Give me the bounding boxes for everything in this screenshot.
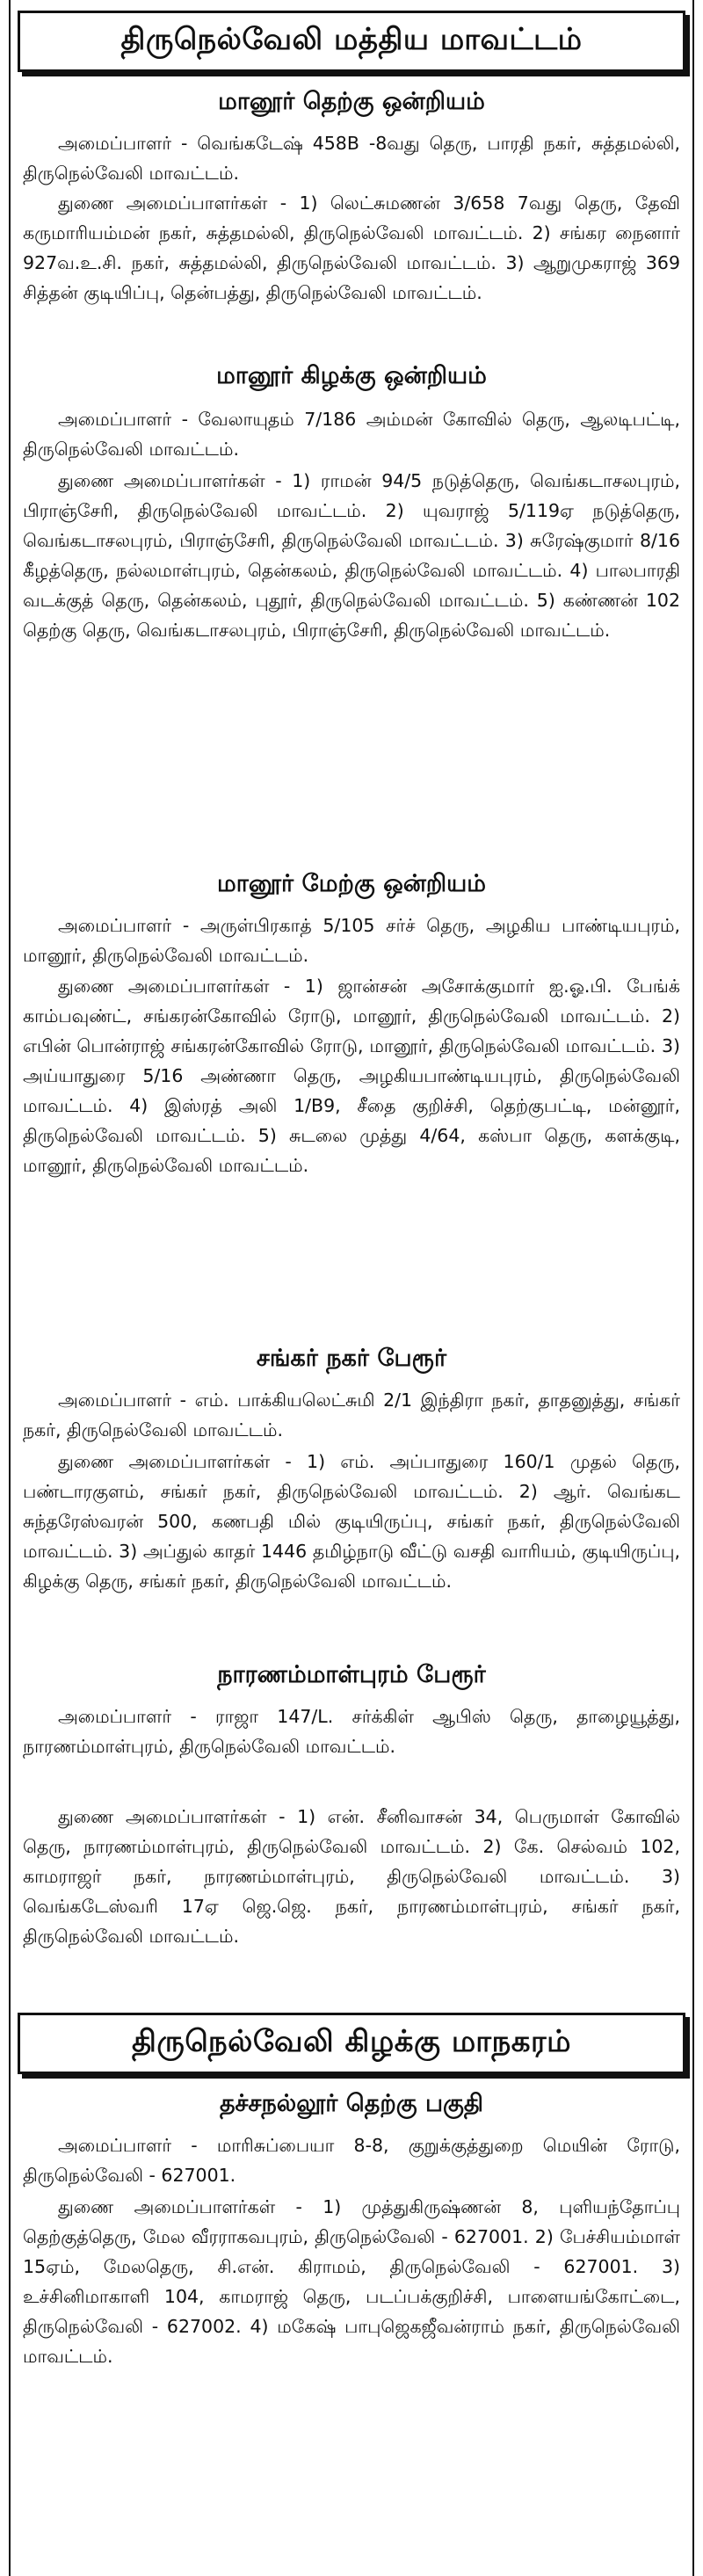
section-title-naranammalpuram: நாரணம்மாள்புரம் பேரூர்: [217, 1661, 486, 1688]
organizer-paragraph: அமைப்பாளர் - அருள்பிரகாத் 5/105 சர்ச் தெரு, அழகிய பாண்டியபுரம், மானூர், திருநெல்வேலி மாவட்டம்.: [23, 915, 680, 966]
deputies-paragraph: துணை அமைப்பாளர்கள் - 1) ஜான்சன் அசோக்குமார் ஐ.ஓ.பி. பேங்க் காம்பவுண்ட், சங்கரன்கோவில் ரோடு, மானூர், திருநெல்வேலி மாவட்டம். 2) எபின் பொன்ராஜ் சங்கரன்கோவில் ரோடு, மானூர், திருநெல்வேலி மாவட்டம். 3) அய்யாதுரை 5/16 அண்ணா தெரு, அழகியபாண்டியபுரம், திருநெல்வேலி மாவட்டம். 4) இஸ்ரத் அலி 1/B9, சீதை குறிச்சி, தெற்குபட்டி, மன்னூர், திருநெல்வேலி மாவட்டம். 5) சுடலை முத்து 4/64, கஸ்பா தெரு, களக்குடி, மானூர், திருநெல்வேலி மாவட்டம்.: [23, 976, 680, 1176]
deputies-paragraph: துணை அமைப்பாளர்கள் - 1) ராமன் 94/5 நடுத்தெரு, வெங்கடாசலபுரம், பிராஞ்சேரி, திருநெல்வேலி மாவட்டம். 2) யுவராஜ் 5/119ஏ நடுத்தெரு, வெங்கடாசலபுரம், பிராஞ்சேரி, திருநெல்வேலி மாவட்டம். 3) சுரேஷ்குமார் 8/16 கீழத்தெரு, நல்லமாள்புரம், தென்கலம், திருநெல்வேலி மாவட்டம். 4) பாலபாரதி வடக்குத் தெரு, தென்கலம், புதூர், திருநெல்வேலி மாவட்டம். 5) கண்ணன் 102 தெற்கு தெரு, வெங்கடாசலபுரம், பிராஞ்சேரி, திருநெல்வேலி மாவட்டம்.: [23, 470, 680, 641]
section-title-manur-south: மானூர் தெற்கு ஒன்றியம்: [218, 88, 485, 115]
organizer-paragraph: அமைப்பாளர் - வேலாயுதம் 7/186 அம்மன் கோவில் தெரு, ஆலடிபட்டி, திருநெல்வேலி மாவட்டம்.: [23, 409, 680, 460]
deputies-paragraph: துணை அமைப்பாளர்கள் - 1) எம். அப்பாதுரை 160/1 முதல் தெரு, பண்டாரகுளம், சங்கர் நகர், திருநெல்வேலி மாவட்டம். 2) ஆர். வெங்கட சுந்தரேஸ்வரன் 500, கணபதி மில் குடியிருப்பு, சங்கர் நகர், திருநெல்வேலி மாவட்டம். 3) அப்துல் காதர் 1446 தமிழ்நாடு வீட்டு வசதி வாரியம், குடியிருப்பு, கிழக்கு தெரு, சங்கர் நகர், திருநெல்வேலி மாவட்டம்.: [23, 1451, 680, 1592]
deputies-paragraph: துணை அமைப்பாளர்கள் - 1) லெட்சுமணன் 3/658 7வது தெரு, தேவி கருமாரியம்மன் நகர், சுத்தமல்லி, திருநெல்வேலி மாவட்டம். 2) சங்கர நைனார் 927வ.உ.சி. நகர், சுத்தமல்லி, திருநெல்வேலி மாவட்டம். 3) ஆறுமுகராஜ் 369 சித்தன் குடியிப்பு, தென்பத்து, திருநெல்வேலி மாவட்டம்.: [23, 192, 680, 303]
district-banner: திருநெல்வேலி மத்திய மாவட்டம்: [18, 11, 685, 72]
deputies-paragraph: துணை அமைப்பாளர்கள் - 1) என். சீனிவாசன் 34, பெருமாள் கோவில் தெரு, நாரணம்மாள்புரம், திருநெல்வேலி மாவட்டம். 2) கே. செல்வம் 102, காமராஜர் நகர், நாரணம்மாள்புரம், திருநெல்வேலி மாவட்டம். 3) வெங்கடேஸ்வரி 17ஏ ஜெ.ஜெ. நகர், நாரணம்மாள்புரம், சங்கர் நகர், திருநெல்வேலி மாவட்டம்.: [23, 1806, 680, 1947]
section-title-sankar-nagar: சங்கர் நகர் பேரூர்: [256, 1345, 447, 1372]
organizer-paragraph: அமைப்பாளர் - வெங்கடேஷ் 458B -8வது தெரு, பாரதி நகர், சுத்தமல்லி, திருநெல்வேலி மாவட்டம்.: [23, 133, 680, 184]
section-title-manur-east: மானூர் கிழக்கு ஒன்றியம்: [216, 362, 487, 389]
section-title-thachanallur-south: தச்சநல்லூர் தெற்கு பகுதி: [219, 2090, 484, 2117]
organizer-paragraph: அமைப்பாளர் - ராஜா 147/L. சர்க்கிள் ஆபிஸ் தெரு, தாழையூத்து, நாரணம்மாள்புரம், திருநெல்வேலி மாவட்டம்.: [23, 1706, 680, 1757]
corporation-banner: திருநெல்வேலி கிழக்கு மாநகரம்: [18, 2013, 685, 2074]
section-title-manur-west: மானூர் மேற்கு ஒன்றியம்: [217, 870, 486, 897]
page: [9, 0, 694, 2576]
deputies-paragraph: துணை அமைப்பாளர்கள் - 1) முத்துகிருஷ்ணன் 8, புளியந்தோப்பு தெற்குத்தெரு, மேல வீரராகவபுரம், திருநெல்வேலி - 627001. 2) பேச்சியம்மாள் 15ஏம், மேலதெரு, சி.என். கிராமம், திருநெல்வேலி - 627001. 3) உச்சினிமாகாளி 104, காமராஜ் தெரு, படப்பக்குறிச்சி, பாளையங்கோட்டை, திருநெல்வேலி - 627002. 4) மகேஷ் பாபுஜெகஜீவன்ராம் நகர், திருநெல்வேலி மாவட்டம்.: [23, 2196, 680, 2367]
organizer-paragraph: அமைப்பாளர் - எம். பாக்கியலெட்சுமி 2/1 இந்திரா நகர், தாதனுத்து, சங்கர் நகர், திருநெல்வேலி மாவட்டம்.: [23, 1390, 680, 1440]
organizer-paragraph: அமைப்பாளர் - மாரிசுப்பையா 8-8, குறுக்குத்துறை மெயின் ரோடு, திருநெல்வேலி - 627001.: [23, 2135, 680, 2186]
